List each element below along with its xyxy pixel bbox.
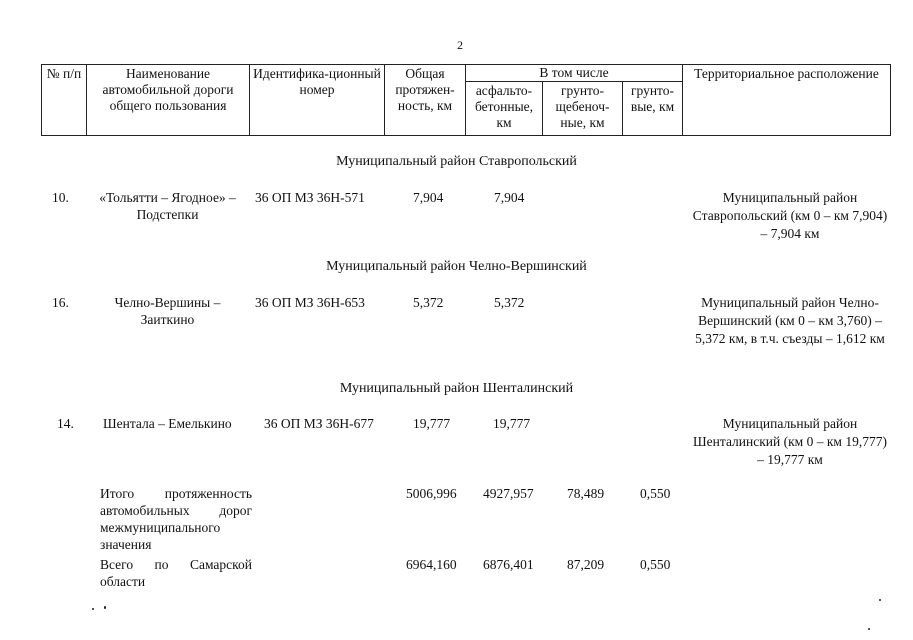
- road-total: 19,777: [413, 416, 451, 431]
- table-header: [41, 64, 891, 136]
- road-total: 7,904: [413, 190, 444, 205]
- road-id: 36 ОП МЗ 36Н-653: [255, 295, 365, 310]
- page-number: 2: [457, 38, 463, 52]
- scan-speck: [92, 608, 94, 610]
- road-asphalt: 5,372: [494, 295, 525, 310]
- road-id: 36 ОП МЗ 36Н-677: [264, 416, 374, 431]
- road-name: Челно-Вершины – Заиткино: [114, 295, 221, 327]
- road-total: 5,372: [413, 295, 444, 310]
- road-asphalt: 19,777: [493, 416, 531, 431]
- road-name: Шентала – Емелькино: [103, 416, 232, 431]
- road-location: Муниципальный район Шенталинский (км 0 – км 19,777) – 19,777 км: [693, 416, 887, 467]
- header-dirt: грунто-вые, км: [623, 82, 683, 136]
- header-asphalt: асфальто-бетонные, км: [466, 82, 543, 136]
- header-gravel: грунто-щебеноч-ные, км: [543, 82, 623, 136]
- totals-gravel: 78,489: [567, 486, 605, 501]
- road-location: Муниципальный район Челно-Вершинский (км 0 – км 3,760) – 5,372 км, в т.ч. съезды – 1,612 км: [695, 295, 885, 346]
- scan-speck: [879, 599, 881, 601]
- grand-total-gravel: 87,209: [567, 557, 605, 572]
- header-including: В том числе: [466, 65, 683, 82]
- totals-asphalt: 4927,957: [483, 486, 534, 501]
- scan-speck: [868, 628, 870, 630]
- section-title: Муниципальный район Шенталинский: [339, 381, 574, 396]
- road-location: Муниципальный район Ставропольский (км 0 – км 7,904) – 7,904 км: [692, 190, 888, 241]
- grand-total-label: Всего по Самарской области: [100, 557, 252, 589]
- totals-dirt: 0,550: [640, 486, 671, 501]
- totals-label: Итого протяженность автомобильных дорог межмуниципального значения: [100, 486, 252, 552]
- grand-total-dirt: 0,550: [640, 557, 671, 572]
- section-title: Муниципальный район Челно-Вершинский: [326, 259, 587, 274]
- grand-total-total: 6964,160: [406, 557, 457, 572]
- row-num: 16.: [52, 295, 69, 310]
- row-num: 10.: [52, 190, 69, 205]
- header-location: Территориальное расположение: [683, 65, 891, 136]
- road-asphalt: 7,904: [494, 190, 525, 205]
- section-title: Муниципальный район Ставропольский: [336, 154, 577, 169]
- header-id: Идентифика-ционный номер: [250, 65, 385, 136]
- row-num: 14.: [57, 416, 74, 431]
- header-num: № п/п: [42, 65, 87, 136]
- road-id: 36 ОП МЗ 36Н-571: [255, 190, 365, 205]
- grand-total-asphalt: 6876,401: [483, 557, 534, 572]
- road-name: «Тольятти – Ягодное» – Подстепки: [99, 190, 236, 222]
- header-name: Наименование автомобильной дороги общего пользования: [87, 65, 250, 136]
- header-total: Общая протяжен-ность, км: [385, 65, 466, 136]
- totals-total: 5006,996: [406, 486, 457, 501]
- scan-speck: [104, 606, 106, 609]
